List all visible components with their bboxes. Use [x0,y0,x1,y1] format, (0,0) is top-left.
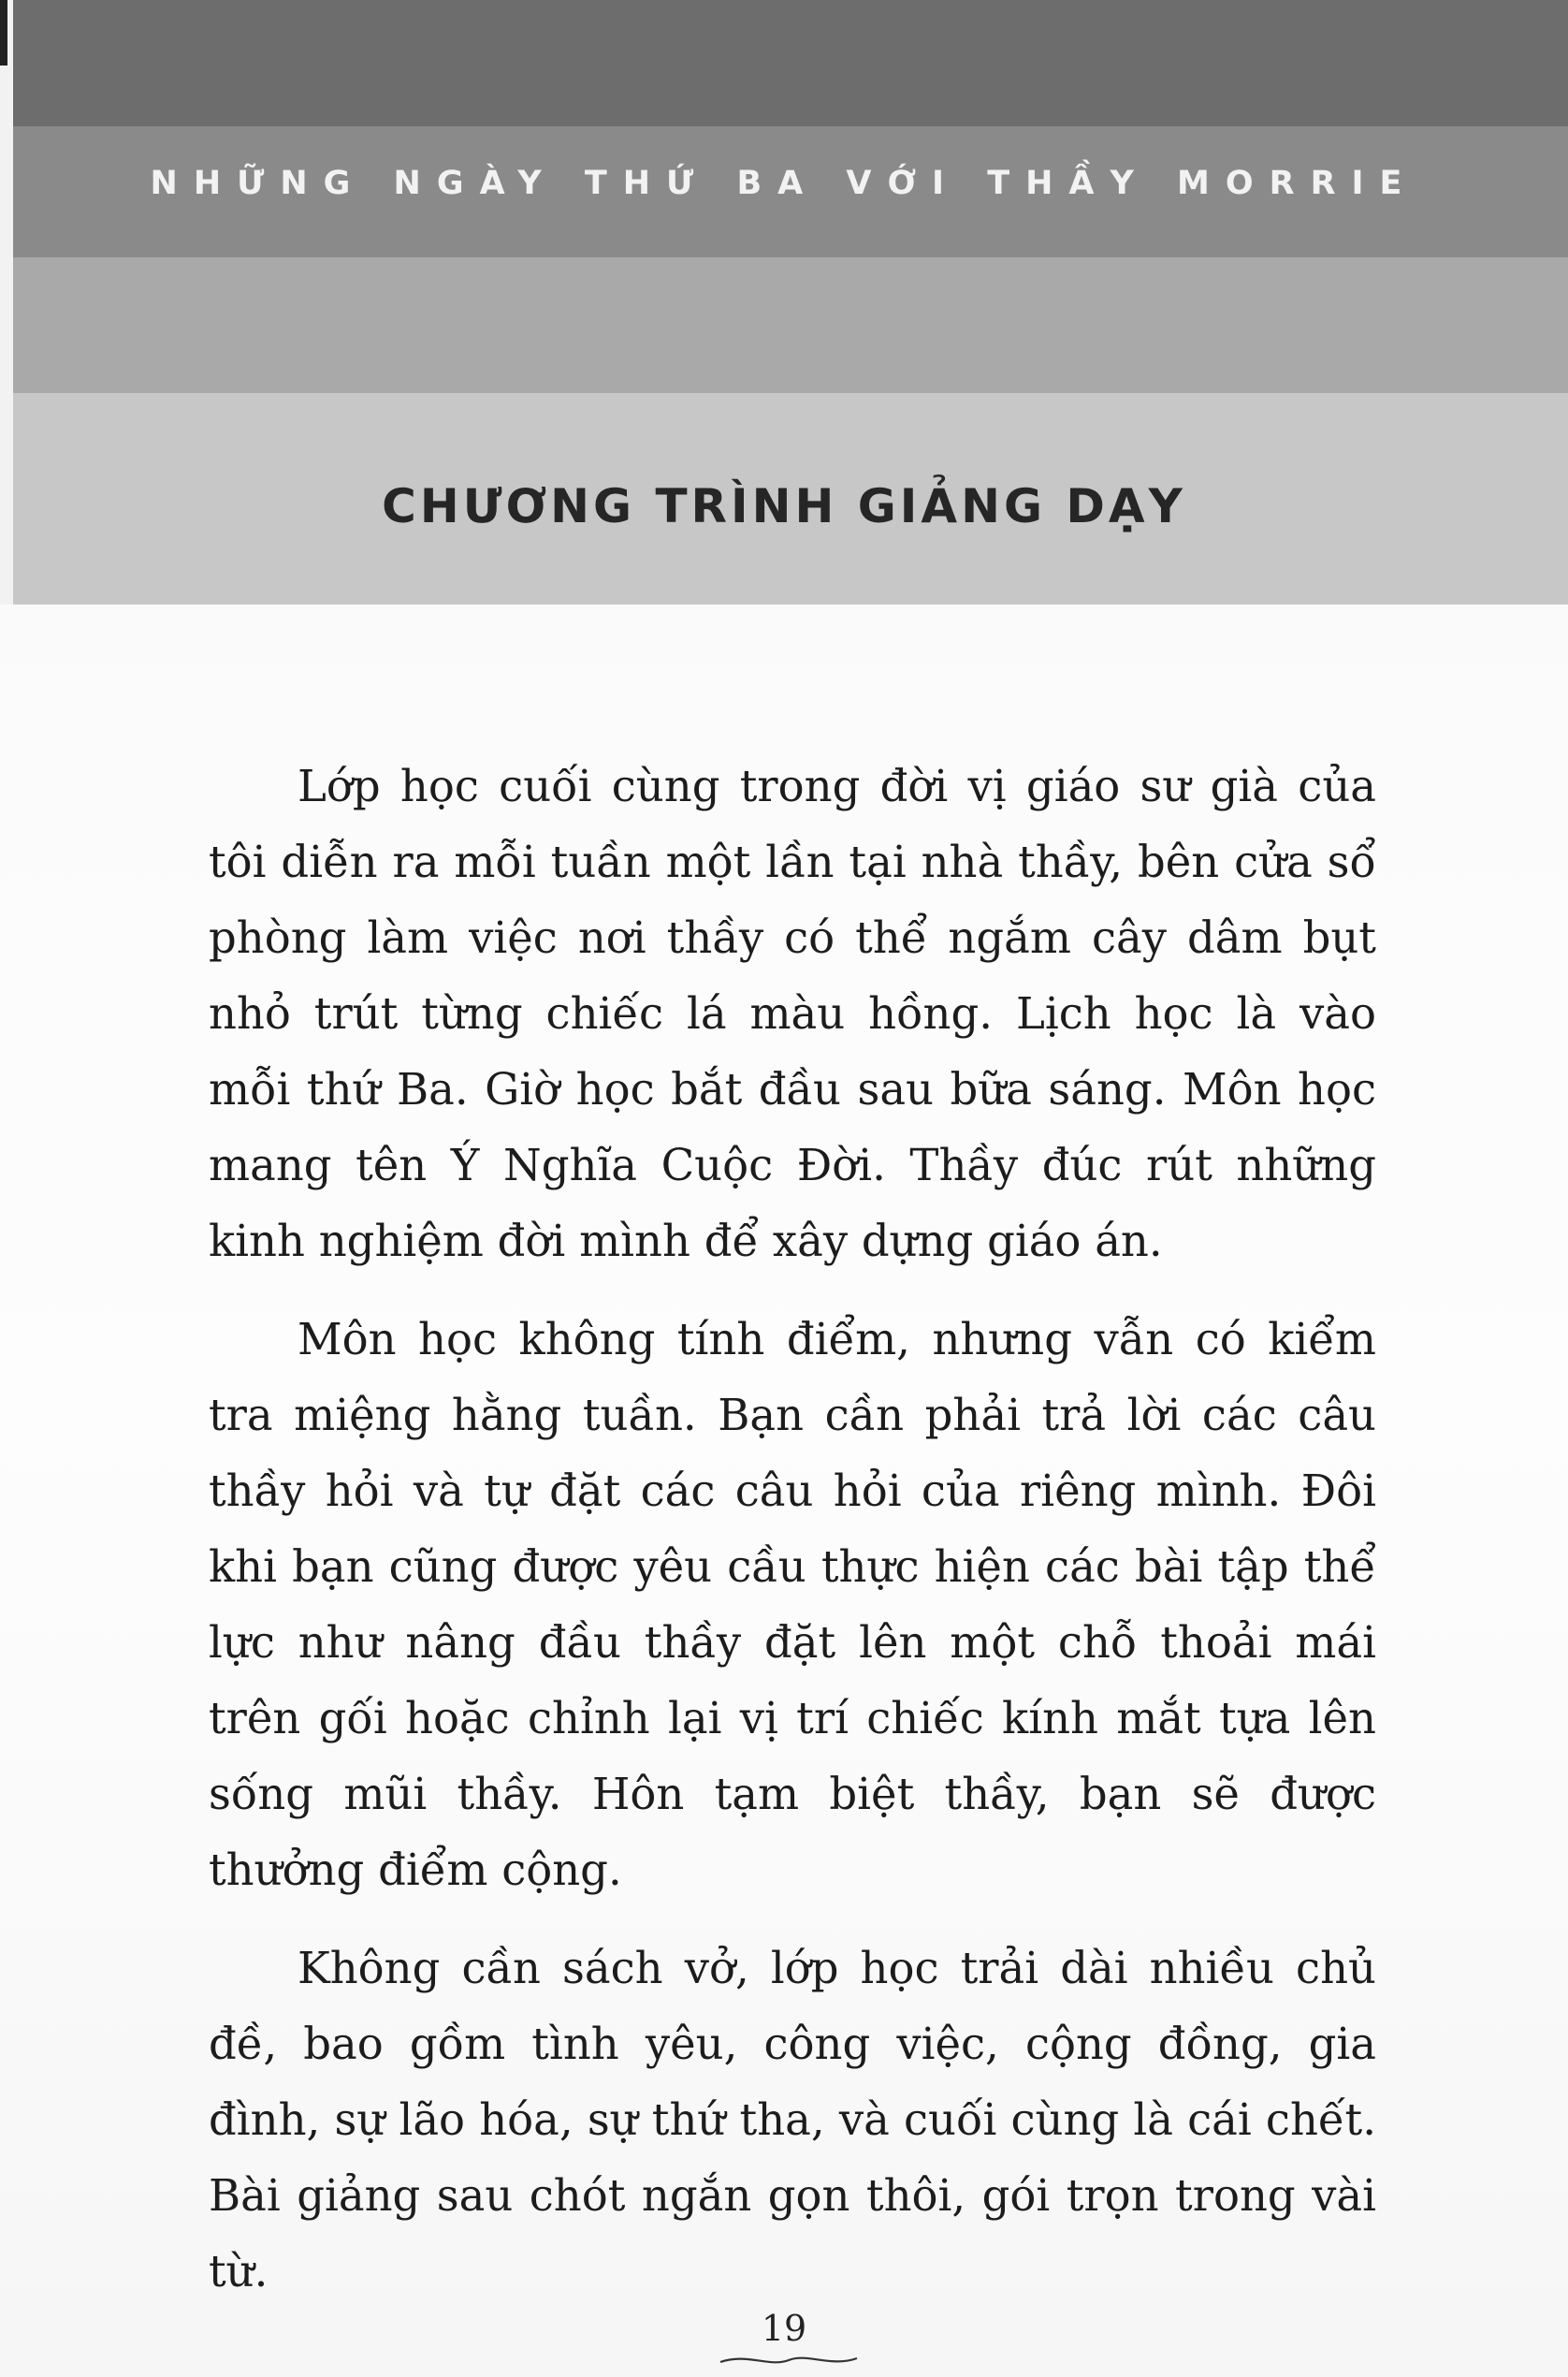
chapter-title: CHƯƠNG TRÌNH GIẢNG DẠY [382,479,1186,533]
paragraph-2: Môn học không tính điểm, nhưng vẫn có kiểm tra miệng hằng tuần. Bạn cần phải trả lời các câu thầy hỏi và tự đặt các câu hỏi của riêng mình. Đôi khi bạn cũng được yêu cầu thực hiện các bài tập thể lực như nâng đầu thầy đặt lên một chỗ thoải mái trên gối hoặc chỉnh lại vị trí chiếc kính mắt tựa lên sống mũi thầy. Hôn tạm biệt thầy, bạn sẽ được thưởng điểm cộng. [209,1314,1376,1895]
paragraph-1: Lớp học cuối cùng trong đời vị giáo sư già của tôi diễn ra mỗi tuần một lần tại nhà thầy, bên cửa sổ phòng làm việc nơi thầy có thể ngắm cây dâm bụt nhỏ trút từng chiếc lá màu hồng. Lịch học là vào mỗi thứ Ba. Giờ học bắt đầu sau bữa sáng. Môn học mang tên Ý Nghĩa Cuộc Đời. Thầy đúc rút những kinh nghiệm đời mình để xây dựng giáo án. [209,761,1376,1266]
page-number: 19 [761,2308,807,2349]
body-text [209,749,1376,2332]
header-band-dark [13,0,1568,126]
paragraph-3: Không cần sách vở, lớp học trải dài nhiều chủ đề, bao gồm tình yêu, công việc, cộng đồng, gia đình, sự lão hóa, sự thứ tha, và cuối cùng là cái chết. Bài giảng sau chót ngắn gọn thôi, gói trọn trong vài từ. [209,1943,1376,2297]
page-number-flourish [719,2349,859,2370]
page-edge-shadow [0,0,7,66]
header-band-light [13,257,1568,393]
running-header: NHỮNG NGÀY THỨ BA VỚI THẦY MORRIE [150,165,1418,202]
